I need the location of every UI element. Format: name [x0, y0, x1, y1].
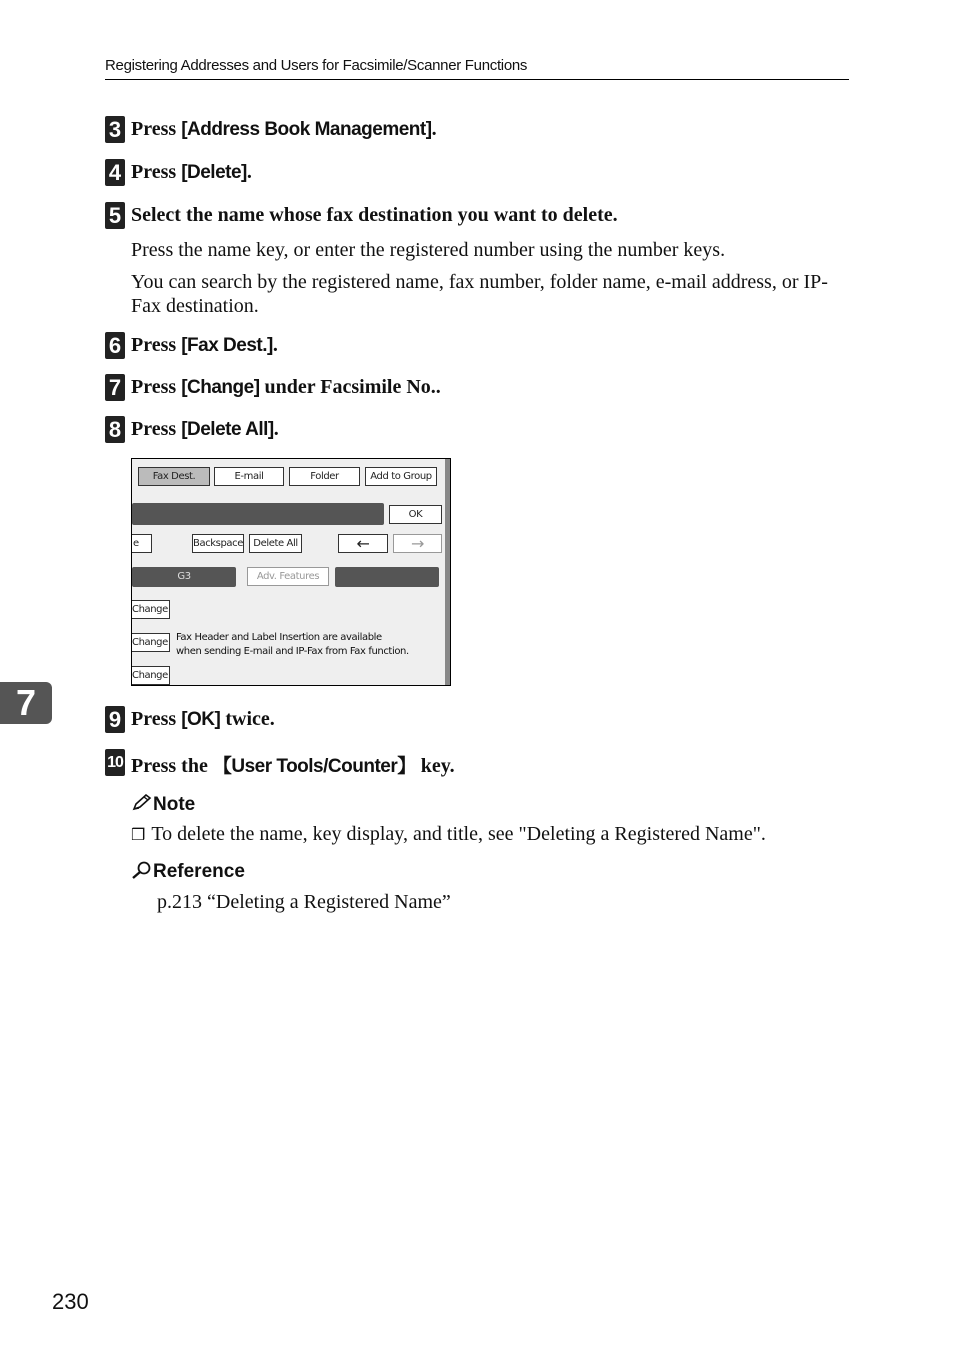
cursor-right-button[interactable] [393, 534, 442, 553]
reference-item: p.213 “Deleting a Registered Name” [157, 891, 451, 913]
step-number: 7 [105, 374, 125, 401]
control-panel-screenshot [131, 458, 451, 686]
tab-folder[interactable]: Folder [289, 467, 360, 486]
arrow-right-icon: → [410, 534, 424, 553]
running-header: Registering Addresses and Users for Facsimile/Scanner Functions [105, 57, 849, 80]
step-number: 10 [105, 749, 125, 776]
step-instruction: Press [Delete All]. [131, 418, 279, 440]
step-number: 8 [105, 416, 125, 443]
step-instruction: Press [Delete]. [131, 161, 252, 183]
info-text: Fax Header and Label Insertion are available when sending E-mail and IP-Fax from Fax function. [176, 632, 409, 657]
step-instruction: Press [OK] twice. [131, 708, 275, 730]
step-number: 5 [105, 202, 125, 229]
change-button-3[interactable]: Change [131, 666, 170, 685]
backspace-button[interactable]: Backspace [192, 534, 244, 553]
page-number: 230 [52, 1289, 89, 1314]
arrow-left-icon: ← [356, 534, 370, 553]
step-number: 9 [105, 706, 125, 733]
change-button-2[interactable]: Change [131, 633, 170, 652]
tab-fax-dest[interactable]: Fax Dest. [138, 467, 210, 486]
entry-field-bar [132, 503, 384, 525]
panel-edge [445, 459, 450, 685]
tab-email[interactable]: E-mail [214, 467, 284, 486]
note-item: ❒ To delete the name, key display, and title, see "Deleting a Registered Name". [131, 823, 766, 845]
delete-all-button[interactable]: Delete All [249, 534, 302, 553]
step-number: 6 [105, 332, 125, 359]
step-number: 3 [105, 116, 125, 143]
step-5-paragraph-2: You can search by the registered name, fax number, folder name, e-mail address, or IP-Fax destination. [131, 271, 828, 317]
line-type-g3[interactable]: G3 [132, 567, 236, 587]
blank-bar [335, 567, 439, 587]
step-instruction: Press the 【User Tools/Counter】 key. [131, 755, 455, 777]
cut-off-button[interactable]: e [131, 534, 152, 553]
step-number: 4 [105, 159, 125, 186]
step-5-paragraph-1: Press the name key, or enter the registered number using the number keys. [131, 239, 726, 261]
checkbox-bullet-icon: ❒ [131, 825, 146, 844]
change-button-1[interactable]: Change [131, 600, 170, 619]
step-instruction: Press [Fax Dest.]. [131, 334, 278, 356]
ok-button[interactable]: OK [389, 505, 442, 524]
pencil-icon [131, 794, 153, 812]
step-instruction: Select the name whose fax destination you want to delete. [131, 204, 618, 226]
cursor-left-button[interactable] [338, 534, 388, 553]
step-instruction: Press [Address Book Management]. [131, 118, 437, 140]
adv-features-button[interactable]: Adv. Features [247, 567, 329, 586]
tab-add-to-group[interactable]: Add to Group [365, 467, 437, 486]
reference-heading: Reference [131, 861, 245, 883]
chapter-tab: 7 [0, 682, 52, 724]
note-heading: Note [131, 794, 195, 816]
step-instruction: Press [Change] under Facsimile No.. [131, 376, 441, 398]
magnifier-icon [131, 861, 153, 879]
